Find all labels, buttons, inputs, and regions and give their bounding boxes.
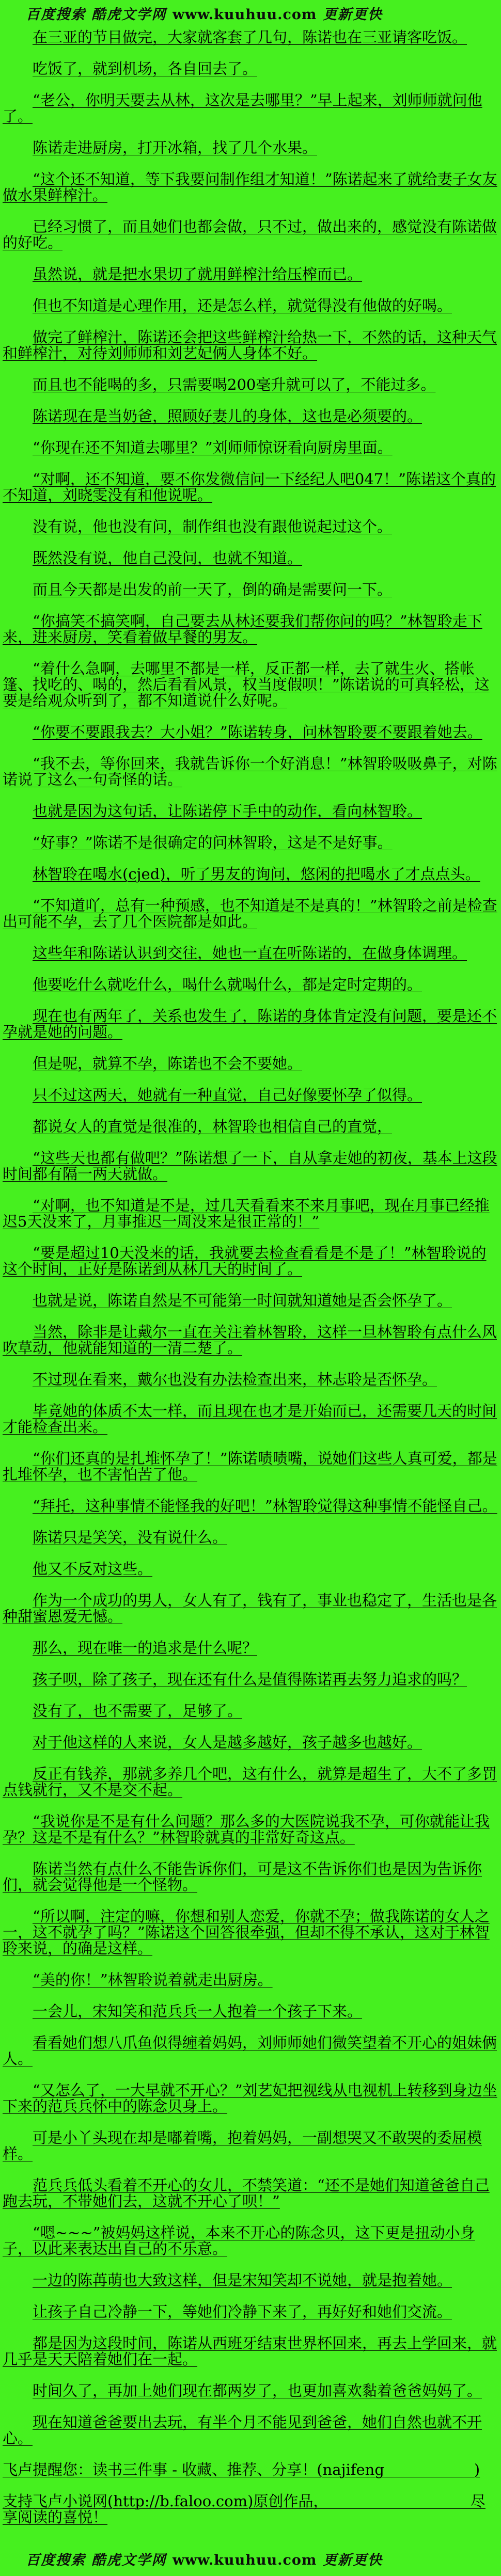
paragraph: 都说女人的直觉是很准的，林智聆也相信自己的直觉， (33, 1118, 393, 1135)
paragraph: 林智聆在喝水(cjed)，听了男友的询问，悠闲的把喝水了才点点头。 (33, 865, 480, 883)
paragraph-list (3, 29, 498, 2446)
paragraph: 也就是说，陈诺自然是不可能第一时间就知道她是否会怀孕了。 (33, 1292, 452, 1309)
site-banner-bottom (26, 2549, 501, 2569)
paragraph: “我说你是不是有什么问题？那么多的大医院说我不孕，可你就能让我孕？这是不是有什么？”林智聆就真的非常好奇这点。 (3, 1812, 490, 1846)
faloo-reminder-line: 飞卢提醒您：读书三件事 - 收藏、推荐、分享！(najifeng ) (3, 2461, 480, 2478)
banner-site-url: www.kuuhuu.com (172, 7, 317, 23)
banner-suffix-text: 更新更快 (322, 7, 383, 23)
paragraph: “所以啊，注定的嘛，你想和别人恋爱，你就不孕；做我陈诺的女人之一，这不就孕了吗？”陈诺这个回答很牵强，但却不得不承认，这对于林智聆来说，的确是这样。 (3, 1907, 490, 1957)
paragraph: 他又不反对这些。 (33, 1560, 153, 1578)
banner-prefix-text: 百度搜索 酷虎文学网 (26, 7, 167, 23)
paragraph: 现在知道爸爸要出去玩，有半个月不能见到爸爸，她们自然也就不开心。 (3, 2413, 482, 2447)
paragraph: 作为一个成功的男人，女人有了，钱有了，事业也稳定了，生活也是各种甜蜜恩爱无憾。 (3, 1592, 497, 1625)
paragraph: “老公，你明天要去从林，这次是去哪里？”早上起来，刘师师就问他了。 (3, 91, 482, 125)
paragraph: “这些天也都有做吧？”陈诺想了一下，自从拿走她的初夜，基本上这段时间都有隔一两天就做。 (3, 1149, 497, 1183)
paragraph: “不知道吖，总有一种预感，也不知道是不是真的！”林智聆之前是检查出可能不孕，去了几个医院都是如此。 (3, 897, 497, 930)
paragraph: “你们还真的是扎堆怀孕了！”陈诺啧啧嘴，说她们这些人真可爱，都是扎堆怀孕，也不害怕苦了他。 (3, 1450, 497, 1483)
paragraph: 而且也不能喝的多，只需要喝200毫升就可以了，不能过多。 (33, 376, 436, 393)
paragraph: “你搞笑不搞笑啊，自己要去从林还要我们帮你问的吗？”林智聆走下来，进来厨房，笑看着做早餐的男友。 (3, 612, 482, 646)
paragraph: 当然，除非是让戴尔一直在关注着林智聆，这样一旦林智聆有点什么风吹草动，他就能知道的一清二楚了。 (3, 1323, 497, 1357)
paragraph: “你要不要跟我去？大小姐？”陈诺转身，问林智聆要不要跟着她去。 (33, 723, 482, 741)
paragraph: “着什么急啊，去哪里不都是一样，反正都一样，去了就生火、搭帐篷、找吃的、喝的，然后看看风景，权当度假呗！”陈诺说的可真轻松，这要是给观众听到了，都不知道说什么好呢。 (3, 660, 490, 709)
faloo-support-line: 支持飞卢小说网(http://b.faloo.com)原创作品， 尽享阅读的喜悦！ (3, 2492, 486, 2526)
paragraph: 看看她们想八爪鱼似得缠着妈妈，刘师师她们微笑望着不开心的姐妹俩人。 (3, 2034, 497, 2068)
paragraph: 做完了鲜榨汁，陈诺还会把这些鲜榨汁给热一下，不然的话，这种天气和鲜榨汁，对待刘师师和刘艺妃俩人身体不好。 (3, 328, 497, 362)
paragraph: “要是超过10天没来的话，我就要去检查看看是不是了！”林智聆说的这个时间，正好是陈诺到从林几天的时间了。 (3, 1244, 487, 1278)
paragraph: 让孩子自己冷静一下，等她们冷静下来了，再好好和她们交流。 (33, 2303, 452, 2320)
paragraph: 时间久了，再加上她们现在都两岁了，也更加喜欢黏着爸爸妈妈了。 (33, 2382, 482, 2399)
paragraph: 这些年和陈诺认识到交往，她也一直在听陈诺的，在做身体调理。 (33, 944, 467, 962)
paragraph: 没有说，他也没有问，制作组也没有跟他说起过这个。 (33, 518, 393, 535)
paragraph: 而且今天都是出发的前一天了，倒的确是需要问一下。 (33, 581, 393, 598)
paragraph: “对啊，也不知道是不是，过几天看看来不来月事吧，现在月事已经推迟5天没来了，月事推迟一周没来是很正常的！” (3, 1197, 490, 1230)
banner-suffix-text: 更新更快 (322, 2552, 383, 2568)
paragraph: 范兵兵低头看着不开心的女儿，不禁笑道：“还不是她们知道爸爸自己跑去玩，不带她们去，这就不开心了呗！” (3, 2176, 490, 2210)
banner-site-url: www.kuuhuu.com (172, 2552, 317, 2568)
paragraph: 既然没有说，他自己没问，也就不知道。 (33, 549, 303, 567)
paragraph: 陈诺走进厨房，打开冰箱，找了几个水果。 (33, 139, 318, 156)
paragraph: 陈诺只是笑笑，没有说什么。 (33, 1529, 228, 1546)
paragraph: 毕竟她的体质不太一样，而且现在也才是开始而已，还需要几天的时间才能检查出来。 (3, 1402, 497, 1436)
paragraph: 在三亚的节目做完，大家就客套了几句，陈诺也在三亚请客吃饭。 (33, 28, 467, 46)
paragraph: 那么，现在唯一的追求是什么呢？ (33, 1639, 258, 1657)
paragraph: “我不去，等你回来，我就告诉你一个好消息！”林智聆吸吸鼻子，对陈诺说了这么一句奇怪的话。 (3, 755, 497, 788)
paragraph: 一会儿，宋知笑和范兵兵一人抱着一个孩子下来。 (33, 2002, 363, 2020)
paragraph: “你现在还不知道去哪里？”刘师师惊讶看向厨房里面。 (33, 439, 393, 456)
paragraph: 孩子呗，除了孩子，现在还有什么是值得陈诺再去努力追求的吗？ (33, 1671, 467, 1688)
paragraph: “拜托，这种事情不能怪我的好吧！”林智聆觉得这种事情不能怪自己。 (33, 1497, 497, 1515)
paragraph: “嗯~~~”被妈妈这样说，本来不开心的陈念贝，这下更是扭动小身子，以此来表达出自己的不乐意。 (3, 2224, 475, 2257)
paragraph: 他要吃什么就吃什么，喝什么就喝什么，都是定时定期的。 (33, 976, 422, 993)
paragraph: 陈诺现在是当奶爸，照顾好妻儿的身体，这也是必须要的。 (33, 407, 422, 425)
paragraph: 虽然说，就是把水果切了就用鲜榨汁给压榨而已。 (33, 265, 363, 283)
paragraph: 现在也有两年了，关系也发生了，陈诺的身体肯定没有问题，要是还不孕就是她的问题。 (3, 1007, 497, 1041)
paragraph: 已经习惯了，而且她们也都会做，只不过，做出来的，感觉没有陈诺做的好吃。 (3, 218, 497, 251)
paragraph: “美的你！”林智聆说着就走出厨房。 (33, 1971, 273, 1989)
site-banner-top (26, 3, 501, 23)
chapter-content (0, 23, 501, 2541)
paragraph: 一边的陈苒萌也大致这样，但是宋知笑却不说她，就是抱着她。 (33, 2271, 452, 2289)
paragraph: 可是小丫头现在却是嘟着嘴，抱着妈妈，一副想哭又不敢哭的委屈模样。 (3, 2129, 482, 2162)
paragraph: 都是因为这段时间，陈诺从西班牙结束世界杯回来，再去上学回来，就几乎是天天陪着她们在一起。 (3, 2334, 497, 2368)
paragraph: 只不过这两天，她就有一种直觉，自己好像要怀孕了似得。 (33, 1086, 422, 1104)
paragraph: 但是呢，就算不孕，陈诺也不会不要她。 (33, 1055, 303, 1072)
paragraph: 不过现在看来，戴尔也没有办法检查出来，林志聆是否怀孕。 (33, 1371, 437, 1388)
paragraph: 对于他这样的人来说，女人是越多越好，孩子越多也越好。 (33, 1734, 422, 1751)
paragraph: 没有了，也不需要了，足够了。 (33, 1702, 243, 1720)
paragraph: 陈诺当然有点什么不能告诉你们，可是这不告诉你们也是因为告诉你们，就会觉得他是一个怪物。 (3, 1860, 482, 1894)
paragraph: 也就是因为这句话，让陈诺停下手中的动作，看向林智聆。 (33, 802, 422, 820)
banner-prefix-text: 百度搜索 酷虎文学网 (26, 2552, 167, 2568)
paragraph: “这个还不知道，等下我要问制作组才知道！”陈诺起来了就给妻子女友做水果鲜榨汁。 (3, 170, 497, 204)
paragraph: 吃饭了，就到机场，各自回去了。 (33, 60, 258, 77)
paragraph: 但也不知道是心理作用，还是怎么样，就觉得没有他做的好喝。 (33, 297, 452, 314)
paragraph: 反正有钱养，那就多养几个吧，这有什么，就算是超生了，大不了多罚点钱就行，又不是交不起。 (3, 1765, 497, 1799)
paragraph: “对啊，还不知道，要不你发微信问一下经纪人吧047！”陈诺这个真的不知道，刘晓雯没有和他说呢。 (3, 470, 496, 504)
paragraph: “又怎么了，一大早就不开心？”刘艺妃把视线从电视机上转移到身边坐下来的范兵兵怀中的陈念贝身上。 (3, 2081, 497, 2115)
paragraph: “好事？”陈诺不是很确定的问林智聆，这是不是好事。 (33, 834, 393, 851)
